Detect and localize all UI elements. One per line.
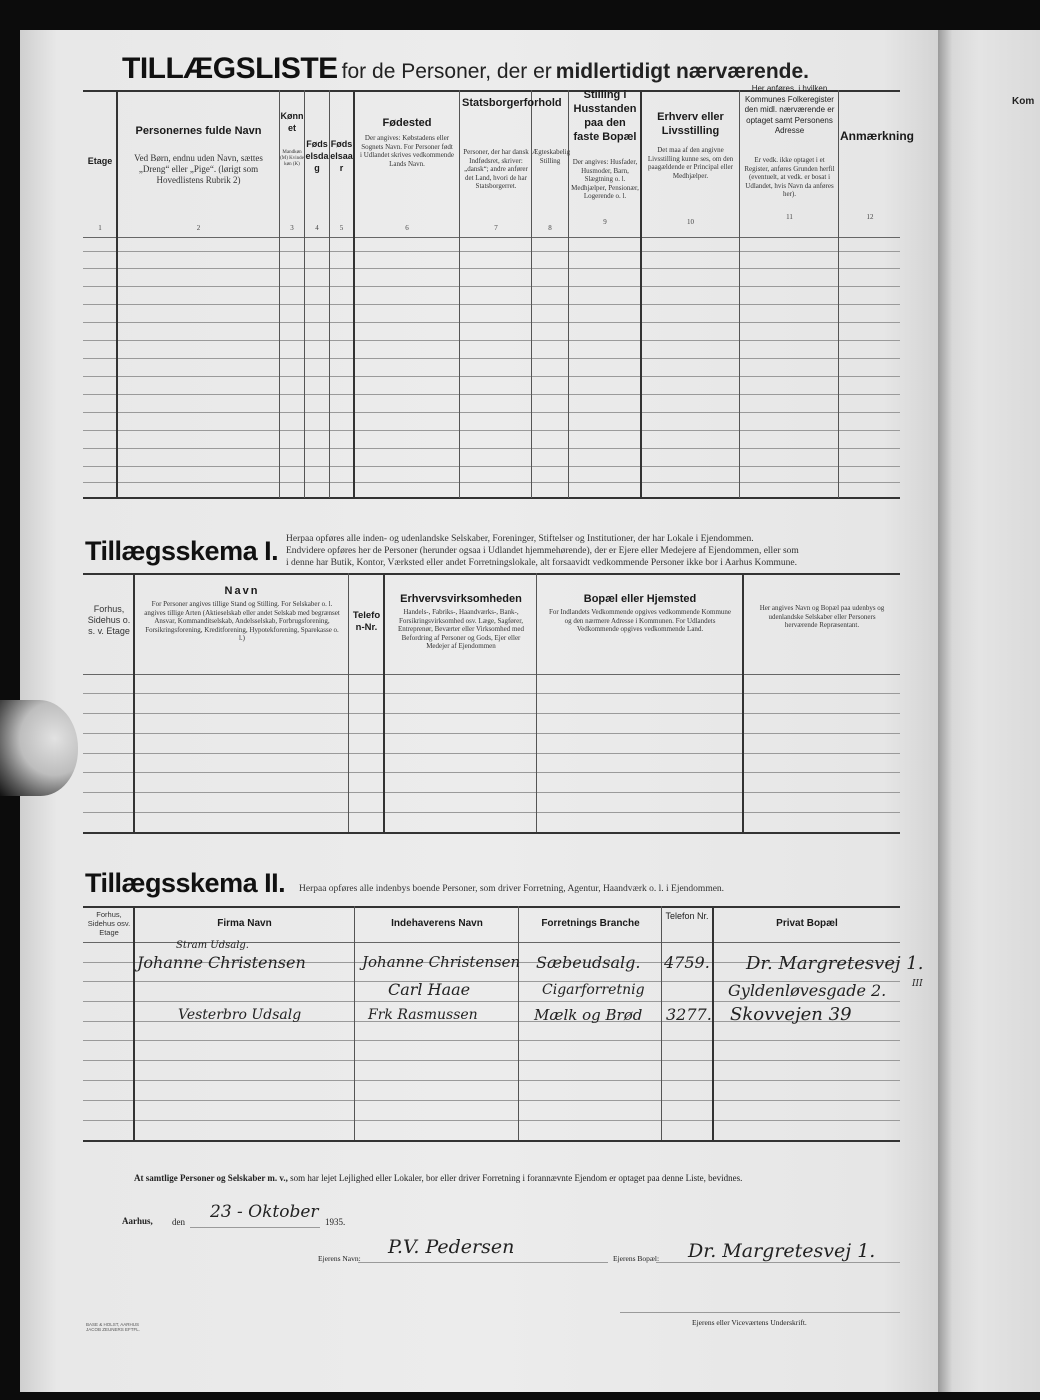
row1-branche: Sæbeudsalg.: [536, 953, 641, 972]
tl-col-statsborger: Statsborgerforhold: [462, 97, 562, 109]
tl-col-navn-sub: Ved Børn, endnu uden Navn, sættes „Dreng“ eller „Pige“. (lørigt som Hovedlistens Rubrik 2): [134, 153, 263, 185]
tl-col-foedested-sub: Der angives: Købstadens eller Sognets Navn. For Personer født i Udlandet skrives vedkommende Lands Navn.: [360, 134, 454, 168]
tl-col-stilling: Stilling i Husstanden paa den faste Bopæl: [573, 89, 637, 143]
tl-col-navn: Personernes fulde Navn: [135, 125, 262, 137]
s1-col-navn: Navn: [224, 585, 260, 597]
tl-col-erhverv: Erhverv eller Livsstilling: [657, 111, 724, 137]
s2-col-bopael: Privat Bopæl: [776, 918, 838, 929]
tillaegsliste-title-bold: midlertidigt nærværende.: [555, 60, 810, 83]
tl-col-aegteskabelig: Ægteskabelig Stilling: [532, 148, 571, 165]
skema1-title: Tillægsskema I.: [85, 536, 279, 566]
owner-address-hand: Dr. Margretesvej 1.: [688, 1240, 876, 1262]
tillaegsliste-title-rest: for de Personer, der er: [341, 60, 552, 83]
s1-col-bopael: Bopæl eller Hjemsted: [583, 593, 697, 605]
owner-name-hand: P.V. Pedersen: [388, 1236, 515, 1258]
skema2-intro: Herpaa opføres alle indenbys boende Personer, som driver Forretning, Agentur, Haandværk o. l. i Ejendommen.: [299, 884, 725, 894]
s1-col-bopael-sub: For Indlandets Vedkommende opgives vedkommende Kommune og den nærmere Adresse i Kommunen. For Udlandets Vedkommende opgives vedkommende Land.: [548, 608, 732, 633]
tl-col-foedested: Fødested: [382, 117, 432, 129]
s1-col-erhverv-sub: Handels-, Fabriks-, Haandværks-, Bank-, Forsikringsvirksomhed osv. Læge, Sagfører, Entreprenør, Beværter eller Virksomhed med Befordring af Personer og Gods, Ejer eller Medejer af Ejendommen: [397, 608, 525, 650]
row2-bopael: Gyldenløvesgade 2.: [728, 981, 887, 1000]
tl-col-foedselsdag: Fødselsdag: [305, 139, 329, 173]
s1-col-repraesentant: Her angives Navn og Bopæl paa udenbys og udenlandske Selskaber eller Personers herværende Repræsentant.: [759, 604, 885, 629]
tl-header-rule: [83, 237, 900, 238]
form-page: [20, 30, 938, 1392]
row3-branche: Mælk og Brød: [534, 1006, 643, 1024]
skema2-title: Tillægsskema II.: [85, 868, 286, 898]
row1-firma-note: Stram Udsalg.: [176, 940, 249, 951]
place-label: Aarhus,: [122, 1216, 153, 1226]
s1-col-etage: Forhus, Sidehus o. s. v. Etage: [87, 604, 131, 636]
tl-col-foedselsaar: Fødselsaar: [330, 139, 353, 173]
date-hand: 23 - Oktober: [210, 1202, 319, 1222]
s1-col-erhverv: Erhvervsvirksomheden: [400, 593, 522, 605]
s1-col-telefon: Telefon-Nr.: [352, 610, 381, 633]
owner-name-label: Ejerens Navn:: [318, 1254, 361, 1263]
skema1-intro: Herpaa opføres alle inden- og udenlandske Selskaber, Foreninger, Stiftelser og Institutioner, der har Lokale i Ejendommen. Endvidere opføres her de Personer (herunder ogsaa i Udlandet hjemmehørende), der er Ejere eller Medejere af Ejendommen, eller som i denne har Butik, Kontor, Værksted eller andet Forretningslokale, alt forsaavidt vedkommende Personer ikke bor i Aarhus Kommune.: [286, 534, 799, 568]
signature-caption: Ejerens eller Viceværtens Underskrift.: [692, 1318, 807, 1327]
tl-col-etage: Etage: [87, 156, 113, 166]
tl-col-statsborger-sub: Personer, der har dansk Indfødsret, skriver: „dansk“; andre anfører det Land, hvori de har Statsborgerret.: [463, 148, 529, 190]
tl-col-kommune-sub: Er vedk. ikke optaget i et Register, anføres Grunden herfil (eventuelt, at vedk. er bosat i Udlandet, hvis Navn da anføres her).: [744, 156, 835, 198]
tillaegsliste-title: [122, 52, 809, 86]
row1-bopael: Dr. Margretesvej 1.: [746, 953, 924, 974]
tillaegsliste-title-main: TILLÆGSLISTE: [122, 52, 338, 85]
row3-firma: Vesterbro Udsalg: [178, 1007, 302, 1023]
tl-col-erhverv-sub: Det maa af den angivne Livsstilling kunne ses, om den paagældende er Principal eller Medhjælper.: [647, 146, 734, 180]
year: 1935.: [325, 1217, 346, 1227]
den-label: den: [172, 1217, 185, 1227]
row2-bopael-suffix: III: [912, 979, 923, 989]
owner-address-label: Ejerens Bopæl:: [613, 1254, 660, 1263]
row3-bopael: Skovvejen 39: [730, 1004, 852, 1025]
adjacent-page-text: Kom: [1012, 96, 1035, 107]
tl-bottom-rule: [83, 497, 900, 499]
declaration: At samtlige Personer og Selskaber m. v., som har lejet Lejlighed eller Lokaler, bor eller driver Forretning i forannævnte Ejendom er optaget paa denne Liste, bevidnes.: [134, 1173, 743, 1183]
tl-col-anmaerkning: Anmærkning: [840, 129, 915, 143]
row1-firma: Johanne Christensen: [137, 953, 306, 972]
row2-branche: Cigarforretnig: [542, 982, 645, 998]
row3-indehaver: Frk Rasmussen: [368, 1007, 478, 1023]
thumb-holding-page: [0, 700, 78, 796]
s2-col-telefon: Telefon Nr.: [665, 911, 709, 921]
row1-telefon: 4759.: [664, 953, 710, 972]
s2-col-branche: Forretnings Branche: [541, 918, 640, 929]
printer-imprint: BASE & HOLST, AARHUS JACOB ZEUNERS EFTFL.: [86, 1322, 141, 1332]
row1-indehaver: Johanne Christensen: [362, 953, 521, 971]
tl-col-koen-sub: Mandkøn (M) Kvindekøn (K): [280, 150, 304, 167]
adjacent-page: [938, 30, 1040, 1392]
row2-indehaver: Carl Haae: [388, 980, 471, 999]
row3-telefon: 3277.: [666, 1005, 712, 1024]
tl-col-kommune: Her anføres, i hvilken Kommunes Folkeregister den midl. nærværende er optaget samt Personens Adresse: [744, 84, 835, 135]
s2-col-firma: Firma Navn: [217, 918, 272, 929]
tl-col-stilling-sub: Der angives: Husfader, Husmoder, Barn, Slægtning o. l. Medhjælper, Pensionær, Logerende o. l.: [571, 158, 639, 200]
s2-col-etage: Forhus, Sidehus osv. Etage: [87, 910, 131, 937]
s1-col-navn-sub: For Personer angives tillige Stand og Stilling. For Selskaber o. l. angives tillige Arten (Aktieselskab eller andet Selskab med begrænset Ansvar, Kommanditselskab, Andelsselskab, Forbrugsforening, Forsikringsforening, Kreditforening, Hypotekforening, Sparekasse o. l.): [144, 600, 340, 642]
tl-col-koen: Kønnet: [280, 111, 304, 133]
s2-col-indehaver: Indehaverens Navn: [391, 918, 483, 929]
